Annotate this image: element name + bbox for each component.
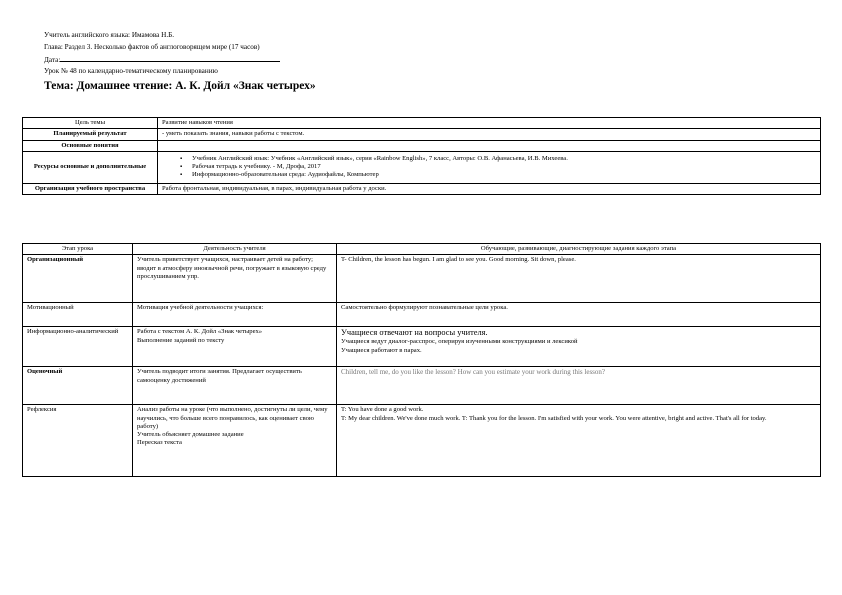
table-row bbox=[23, 151, 821, 183]
tasks-line: Учащиеся работают в парах. bbox=[341, 346, 422, 354]
concepts-value bbox=[158, 140, 821, 151]
organization-value: Работа фронтальная, индивидуальная, в парах, индивидуальная работа у доски. bbox=[158, 183, 821, 194]
list-item: ▪ Учебник Английский язык: Учебник «Английский язык», серия «Rainbow English», 7 класс, Авторы: О.В. Афанасьева, И.В. Михеева. bbox=[192, 155, 816, 163]
tasks-line-big: Учащиеся отвечают на вопросы учителя. bbox=[341, 328, 488, 338]
concepts-label: Основные понятия bbox=[23, 140, 158, 151]
teacher-cell bbox=[133, 405, 337, 477]
teacher-line: Работа с текстом А. К. Дойл «Знак четырех» bbox=[137, 328, 263, 336]
chapter-line: Глава: Раздел 3. Несколько фактов об англоговорящем мире (17 часов) bbox=[44, 43, 260, 51]
stages-table bbox=[22, 243, 821, 477]
tasks-cell bbox=[337, 405, 821, 477]
result-value: - уметь показать знания, навыки работы с текстом. bbox=[158, 129, 821, 140]
resources-label: Ресурсы основные и дополнительные bbox=[23, 151, 158, 183]
teacher-cell bbox=[133, 327, 337, 367]
resources-value bbox=[158, 151, 821, 183]
teacher-line: Пересказ текста bbox=[137, 439, 182, 447]
list-item: ▪ Информационно-образовательная среда: Аудиофайлы, Компьютер bbox=[192, 171, 816, 179]
date-label: Дата: bbox=[44, 56, 61, 64]
col-header-teacher: Деятельность учителя bbox=[133, 244, 337, 255]
stage-cell: Рефлексия bbox=[23, 405, 133, 477]
table-row bbox=[23, 303, 821, 327]
organization-label: Организация учебного пространства bbox=[23, 183, 158, 194]
table-row bbox=[23, 255, 821, 303]
table-header-row bbox=[23, 244, 821, 255]
date-underline bbox=[60, 55, 280, 62]
teacher-cell: Учитель приветствует учащихся, настраивает детей на работу; вводит в атмосферу иноязычной речи, погружает в языковую среду прослушиванием упр. bbox=[133, 255, 337, 303]
topic-title: Тема: Домашнее чтение: А. К. Дойл «Знак четырех» bbox=[44, 80, 316, 92]
teacher-line: Выполнение заданий по тексту bbox=[137, 336, 225, 344]
stage-cell: Мотивационный bbox=[23, 303, 133, 327]
stage-cell: Информационно-аналитический bbox=[23, 327, 133, 367]
table-row bbox=[23, 367, 821, 405]
stage-cell: Организационный bbox=[23, 255, 133, 303]
tasks-line: T: My dear children. We've done much work. T: Thank you for the lesson. I'm satisfied with your work. You were attentive, bright and active. That's all for today. bbox=[341, 414, 767, 422]
goal-label: Цель темы bbox=[23, 118, 158, 129]
table-row bbox=[23, 405, 821, 477]
table-row bbox=[23, 183, 821, 194]
tasks-cell: Children, tell me, do you like the lesson? How can you estimate your work during this lesson? bbox=[337, 367, 821, 405]
teacher-cell: Учитель подводит итоги занятия. Предлагает осуществить самооценку достижений bbox=[133, 367, 337, 405]
goal-value: Развитие навыков чтения bbox=[158, 118, 821, 129]
col-header-tasks: Обучающие, развивающие, диагностирующие задания каждого этапа bbox=[337, 244, 821, 255]
table-row bbox=[23, 118, 821, 129]
teacher-line: Анализ работы на уроке (что выполнено, достигнуты ли цели, чему научились, что больше всего понравилось, как оценивает свою работу) bbox=[137, 406, 328, 430]
teacher-line: Учитель английского языка: Имамова Н.Б. bbox=[44, 31, 175, 39]
resources-list bbox=[162, 155, 816, 180]
plan-table bbox=[22, 117, 821, 195]
tasks-line: T: You have done a good work. bbox=[341, 406, 424, 414]
list-item: ▪ Рабочая тетрадь к учебнику. - М, Дрофа, 2017 bbox=[192, 163, 816, 171]
result-label: Планируемый результат bbox=[23, 129, 158, 140]
tasks-line: Учащиеся ведут диалог-расспрос, оперируя изученными конструкциями и лексикой bbox=[341, 338, 578, 346]
table-row bbox=[23, 129, 821, 140]
table-row bbox=[23, 327, 821, 367]
tasks-cell: T- Children, the lesson has begun. I am glad to see you. Good morning. Sit down, please. bbox=[337, 255, 821, 303]
tasks-cell: Самостоятельно формулируют познавательные цели урока. bbox=[337, 303, 821, 327]
stage-cell: Оценочный bbox=[23, 367, 133, 405]
table-row bbox=[23, 140, 821, 151]
lesson-line: Урок № 48 по календарно-тематическому планированию bbox=[44, 67, 218, 75]
tasks-cell bbox=[337, 327, 821, 367]
teacher-line: Учитель объясняет домашнее задание bbox=[137, 431, 244, 439]
teacher-cell: Мотивация учебной деятельности учащихся: bbox=[133, 303, 337, 327]
col-header-stage: Этап урока bbox=[23, 244, 133, 255]
date-line bbox=[44, 55, 280, 65]
